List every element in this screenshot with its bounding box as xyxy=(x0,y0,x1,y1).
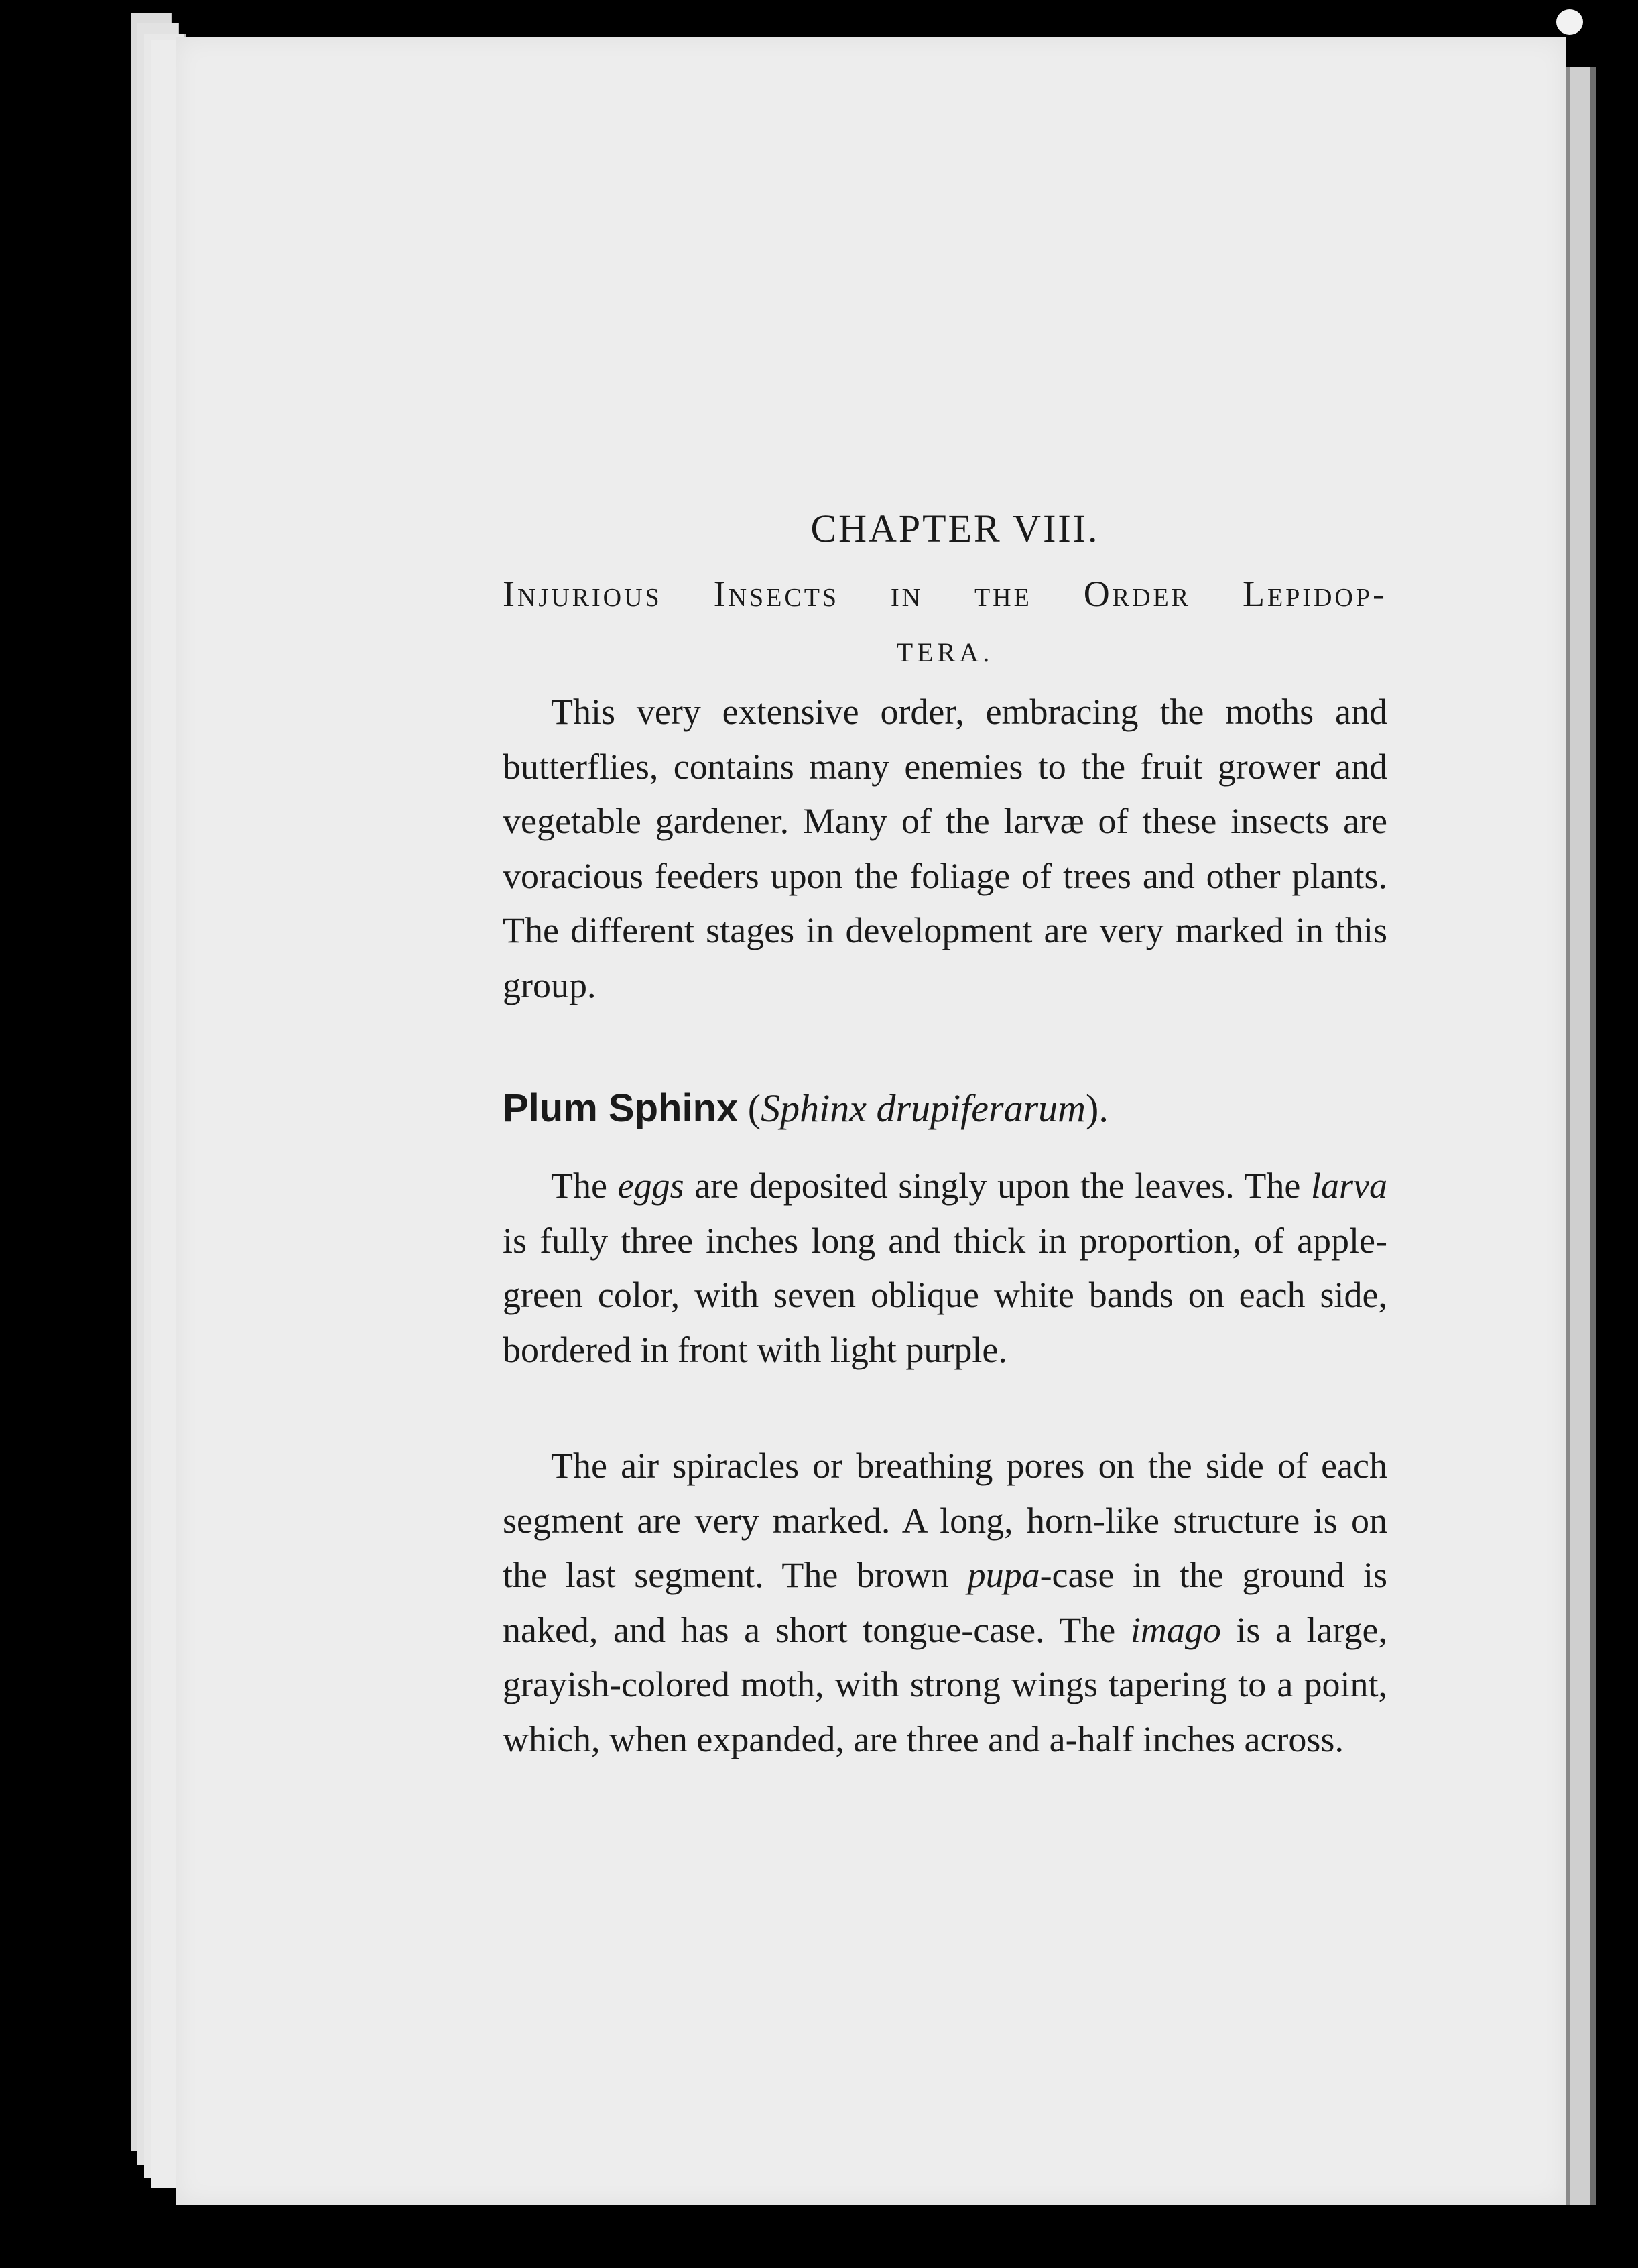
text-run: The xyxy=(551,1166,618,1206)
term-pupa: pupa xyxy=(967,1555,1040,1595)
term-eggs: eggs xyxy=(617,1166,684,1206)
text-run: The air spiracles or breathing pores on the side of each segment are very marked. A long, horn-like structure is on the last segment. The brown xyxy=(503,1446,1387,1595)
chapter-title: CHAPTER VIII. xyxy=(810,507,1100,550)
pupa-imago-paragraph xyxy=(503,1439,1387,1767)
paren-open: ( xyxy=(738,1086,761,1130)
text-run: -case in the ground is naked, and has a short tongue-case. The xyxy=(503,1555,1388,1650)
section-heading xyxy=(503,1086,1387,1131)
text-run: is a large, grayish-colored moth, with strong wings tapering to a point, which, when expanded, are three and a-half inches across. xyxy=(503,1609,1388,1759)
term-larva: larva xyxy=(1311,1166,1388,1206)
term-imago: imago xyxy=(1130,1609,1221,1650)
eggs-larva-paragraph xyxy=(503,1159,1387,1377)
scientific-name: Sphinx drupiferarum xyxy=(761,1086,1086,1130)
text-run: is fully three inches long and thick in proportion, of apple-green color, with seven oblique white bands on each side, bordered in front with light purple. xyxy=(503,1220,1387,1370)
chapter-subtitle-continued: TERA. xyxy=(896,637,994,668)
scan-mark xyxy=(1556,9,1583,35)
paren-close: ). xyxy=(1086,1086,1109,1130)
section-name: Plum Sphinx xyxy=(503,1086,739,1130)
page-gutter xyxy=(1566,67,1596,2205)
chapter-subtitle: Injurious Insects in the Order Lepidop- xyxy=(503,574,1387,614)
text-run: are deposited singly upon the leaves. The xyxy=(684,1166,1312,1206)
intro-paragraph: This very extensive order, embracing the moths and butterflies, contains many enemies to the fruit grower and vegetable gardener. Many of the larvæ of these insects are voracious feeders upon the foliage of trees and other plants. The different stages in development are very marked in this group. xyxy=(503,692,1387,1005)
